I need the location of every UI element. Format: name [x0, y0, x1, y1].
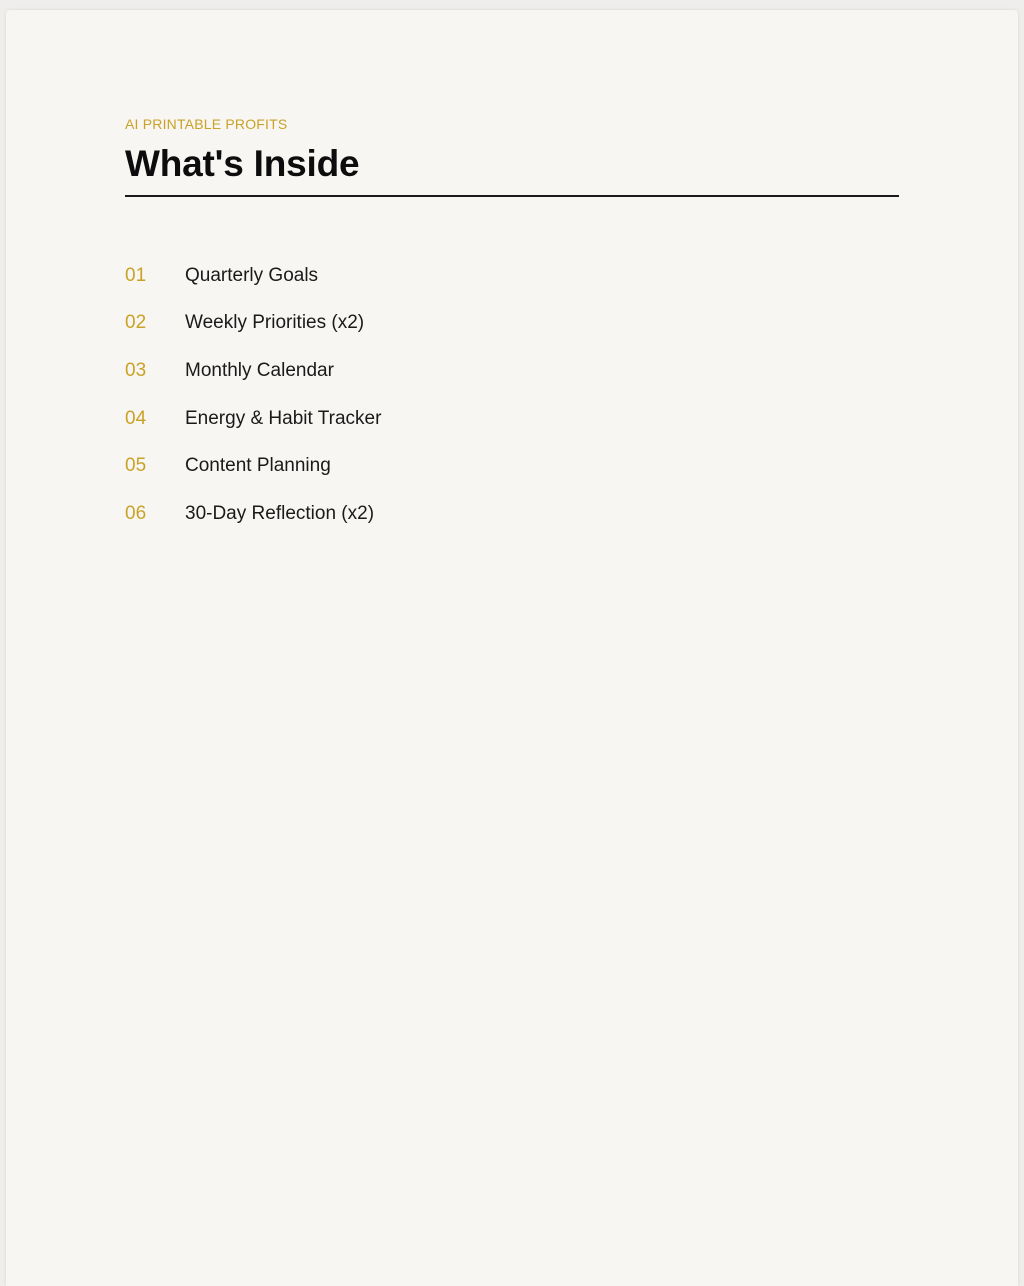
list-item [125, 300, 899, 348]
list-item [125, 252, 899, 300]
title-divider [125, 195, 899, 197]
document-page [6, 10, 1018, 1286]
item-label: Quarterly Goals [185, 264, 319, 286]
list-item [125, 490, 899, 538]
item-label: Monthly Calendar [185, 359, 334, 381]
page-title: What's Inside [125, 143, 360, 184]
list-item [125, 442, 899, 490]
item-number: 02 [125, 312, 147, 334]
list-item [125, 395, 899, 443]
item-label: Weekly Priorities (x2) [185, 312, 365, 334]
item-label: Energy & Habit Tracker [185, 407, 382, 429]
item-number: 06 [125, 502, 147, 524]
list-item [125, 347, 899, 395]
item-label: 30-Day Reflection (x2) [185, 502, 375, 524]
page-content [125, 115, 899, 538]
brand-label: AI PRINTABLE PROFITS [125, 116, 288, 132]
contents-list [125, 252, 899, 538]
item-number: 01 [125, 264, 147, 286]
item-number: 05 [125, 455, 147, 477]
item-number: 04 [125, 407, 147, 429]
item-number: 03 [125, 359, 147, 381]
item-label: Content Planning [185, 455, 331, 477]
